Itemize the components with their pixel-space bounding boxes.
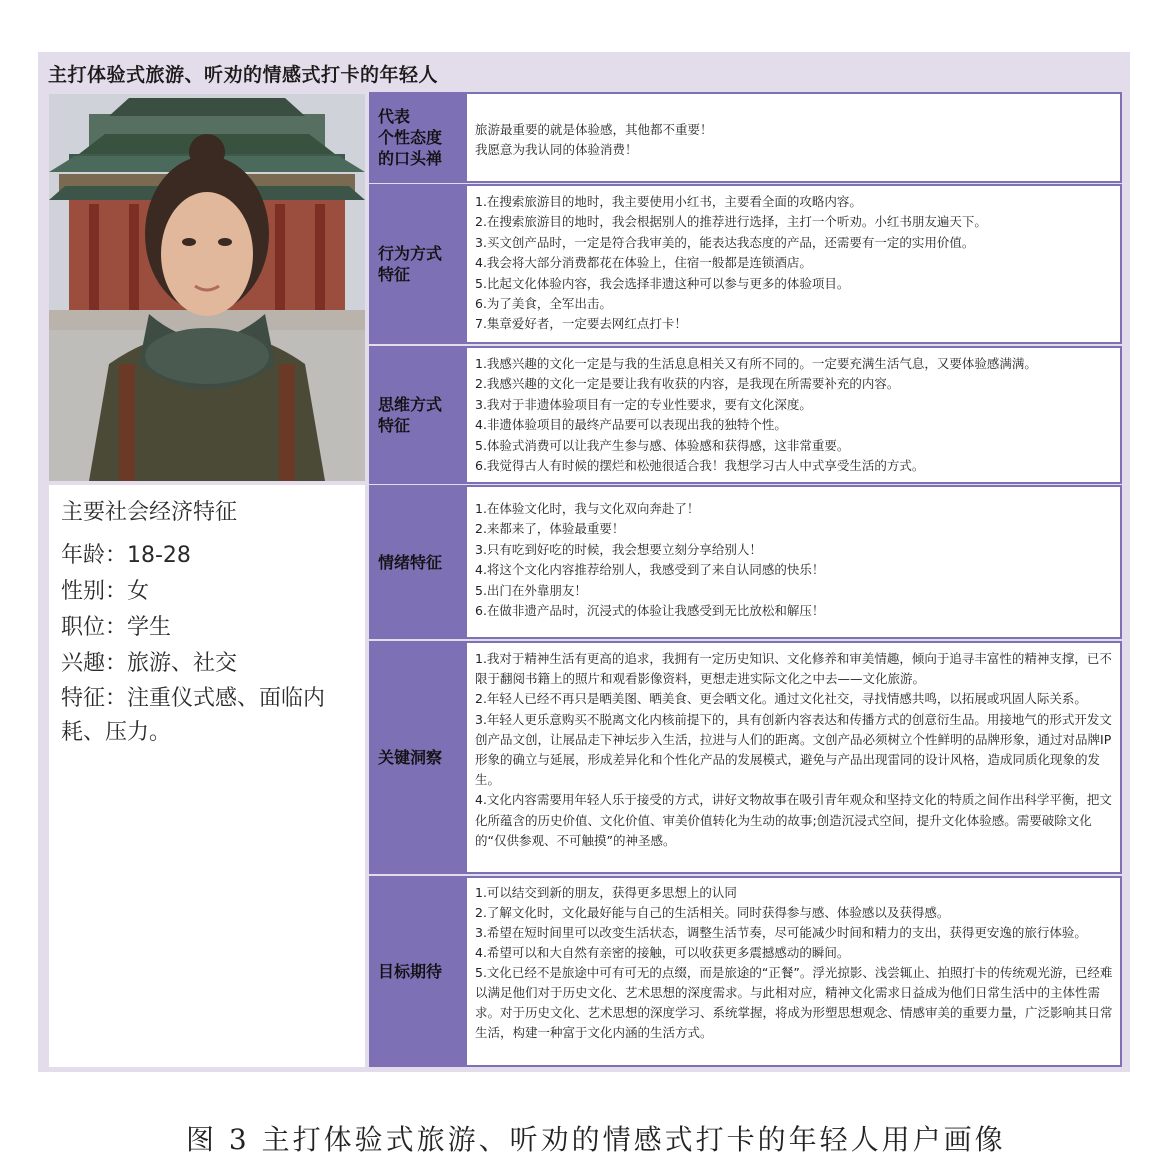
row-insight-label: 关键洞察 bbox=[371, 643, 467, 872]
list-item: 5.比起文化体验内容，我会选择非遗这种可以参与更多的体验项目。 bbox=[475, 275, 850, 291]
list-item: 6.我觉得古人有时候的摆烂和松弛很适合我！我想学习古人中式享受生活的方式。 bbox=[475, 458, 925, 474]
list-item: 5.文化已经不是旅途中可有可无的点缀，而是旅途的“正餐”。浮光掠影、浅尝辄止、拍照打卡的传统观光游，已经难以满足他们对于历史文化、艺术思想的深度需求。与此相对应，精神文化需求日益成为他们日常生活中的主体性需求。对于历史文化、艺术思想的深度学习、系统掌握，将成为形塑思想观念、情感审美的重要力量，广泛影响其日常生活，构建一种富于文化内涵的生活方式。 bbox=[475, 965, 1113, 1040]
list-item: 1.我感兴趣的文化一定是与我的生活息息相关又有所不同的。一定要充满生活气息，又要体验感满满。 bbox=[475, 356, 1037, 371]
figure-caption: 图 3 主打体验式旅游、听劝的情感式打卡的年轻人用户画像 bbox=[186, 1123, 1006, 1156]
list-item: 1.在体验文化时，我与文化双向奔赴了！ bbox=[475, 501, 700, 516]
persona-photo bbox=[49, 94, 365, 481]
socio-economic-panel bbox=[49, 485, 365, 1067]
socio-economic-heading: 主要社会经济特征 bbox=[61, 500, 238, 525]
row-insight bbox=[369, 641, 1122, 874]
list-item: 2.年轻人已经不再只是晒美图、晒美食、更会晒文化。通过文化社交，寻找情感共鸣，以拓展或巩固人际关系。 bbox=[475, 691, 1087, 707]
list-item: 4.非遗体验项目的最终产品要可以表现出我的独特个性。 bbox=[475, 417, 787, 433]
list-item: 5.体验式消费可以让我产生参与感、体验感和获得感，这非常重要。 bbox=[475, 437, 850, 453]
list-item: 4.希望可以和大自然有亲密的接触，可以收获更多震撼感动的瞬间。 bbox=[475, 945, 850, 960]
row-expectation bbox=[369, 876, 1122, 1067]
list-item: 6.为了美食，全军出击。 bbox=[475, 296, 612, 312]
list-item: 3.年轻人更乐意购买不脱离文化内核前提下的，具有创新内容表达和传播方式的创意衍生品。用接地气的形式开发文创产品文创，让展品走下神坛步入生活，拉进与人们的距离。文创产品必须树立个性鲜明的品牌形象，通过对品牌IP形象的确立与延展，形成差异化和个性化产品的发展模式，避免与产品出现雷同的设计风格，造成同质化现象的发生。 bbox=[475, 711, 1112, 788]
row-expectation-body bbox=[475, 878, 1114, 1065]
row-behavior bbox=[369, 184, 1122, 344]
row-motto-body bbox=[475, 94, 1114, 181]
row-expectation-label: 目标期待 bbox=[371, 878, 467, 1065]
row-thinking-label: 思维方式 特征 bbox=[371, 348, 467, 482]
list-item: 3.我对于非遗体验项目有一定的专业性要求，要有文化深度。 bbox=[475, 396, 812, 412]
list-item: 2.我感兴趣的文化一定是要让我有收获的内容，是我现在所需要补充的内容。 bbox=[475, 376, 900, 392]
row-emotion-body bbox=[475, 487, 1114, 637]
list-item: 2.了解文化时，文化最好能与自己的生活相关。同时获得参与感、体验感以及获得感。 bbox=[475, 905, 950, 920]
row-motto bbox=[369, 92, 1122, 183]
persona-title: 主打体验式旅游、听劝的情感式打卡的年轻人 bbox=[48, 64, 439, 86]
list-item: 1.可以结交到新的朋友，获得更多思想上的认同 bbox=[475, 885, 737, 900]
row-thinking bbox=[369, 346, 1122, 484]
list-item: 2.来都来了，体验最重要！ bbox=[475, 521, 625, 537]
row-emotion bbox=[369, 485, 1122, 639]
list-item: 4.文化内容需要用年轻人乐于接受的方式，讲好文物故事在吸引青年观众和坚持文化的特质之间作出科学平衡，把文化所蕴含的历史价值、文化价值、审美价值转化为生动的故事;创造沉浸式空间，提升文化体验感。需要破除文化的“仅供参观、不可触摸”的神圣感。 bbox=[475, 792, 1112, 848]
traits-line: 特征：注重仪式感、面临内耗、压力。 bbox=[61, 686, 326, 745]
list-item: 1.在搜索旅游目的地时，我主要使用小红书，主要看全面的攻略内容。 bbox=[475, 194, 862, 209]
row-behavior-body bbox=[475, 186, 1114, 342]
list-item: 3.买文创产品时，一定是符合我审美的，能表达我态度的产品，还需要有一定的实用价值。 bbox=[475, 234, 975, 250]
list-item: 4.我会将大部分消费都花在体验上，住宿一般都是连锁酒店。 bbox=[475, 255, 812, 271]
list-item: 4.将这个文化内容推荐给别人，我感受到了来自认同感的快乐！ bbox=[475, 562, 825, 578]
list-item: 2.在搜索旅游目的地时，我会根据别人的推荐进行选择，主打一个听劝。小红书朋友遍天下。 bbox=[475, 214, 987, 230]
list-item: 7.集章爱好者，一定要去网红点打卡！ bbox=[475, 316, 687, 332]
interest-line: 兴趣：旅游、社交 bbox=[61, 651, 238, 676]
persona-card bbox=[38, 52, 1130, 1072]
list-item: 我愿意为我认同的体验消费！ bbox=[475, 142, 638, 158]
list-item: 3.希望在短时间里可以改变生活状态，调整生活节奏，尽可能减少时间和精力的支出，获得更安逸的旅行体验。 bbox=[475, 925, 1087, 940]
row-thinking-body bbox=[475, 348, 1114, 482]
list-item: 3.只有吃到好吃的时候，我会想要立刻分享给别人！ bbox=[475, 541, 762, 557]
list-item: 1.我对于精神生活有更高的追求，我拥有一定历史知识、文化修养和审美情趣，倾向于追寻丰富性的精神支撑，已不限于翻阅书籍上的照片和观看影像资料，更想走进实际文化之中去——文化旅游。 bbox=[475, 651, 1112, 687]
gender-line: 性别：女 bbox=[61, 579, 150, 604]
position-line: 职位：学生 bbox=[61, 615, 172, 640]
age-line: 年龄：18-28 bbox=[61, 543, 191, 568]
row-emotion-label: 情绪特征 bbox=[371, 487, 467, 637]
row-motto-label: 代表 个性态度 的口头禅 bbox=[371, 94, 467, 181]
row-insight-body bbox=[475, 643, 1114, 872]
row-behavior-label: 行为方式 特征 bbox=[371, 186, 467, 342]
list-item: 5.出门在外靠朋友！ bbox=[475, 582, 587, 598]
list-item: 旅游最重要的就是体验感，其他都不重要！ bbox=[475, 122, 713, 137]
list-item: 6.在做非遗产品时，沉浸式的体验让我感受到无比放松和解压！ bbox=[475, 603, 825, 619]
